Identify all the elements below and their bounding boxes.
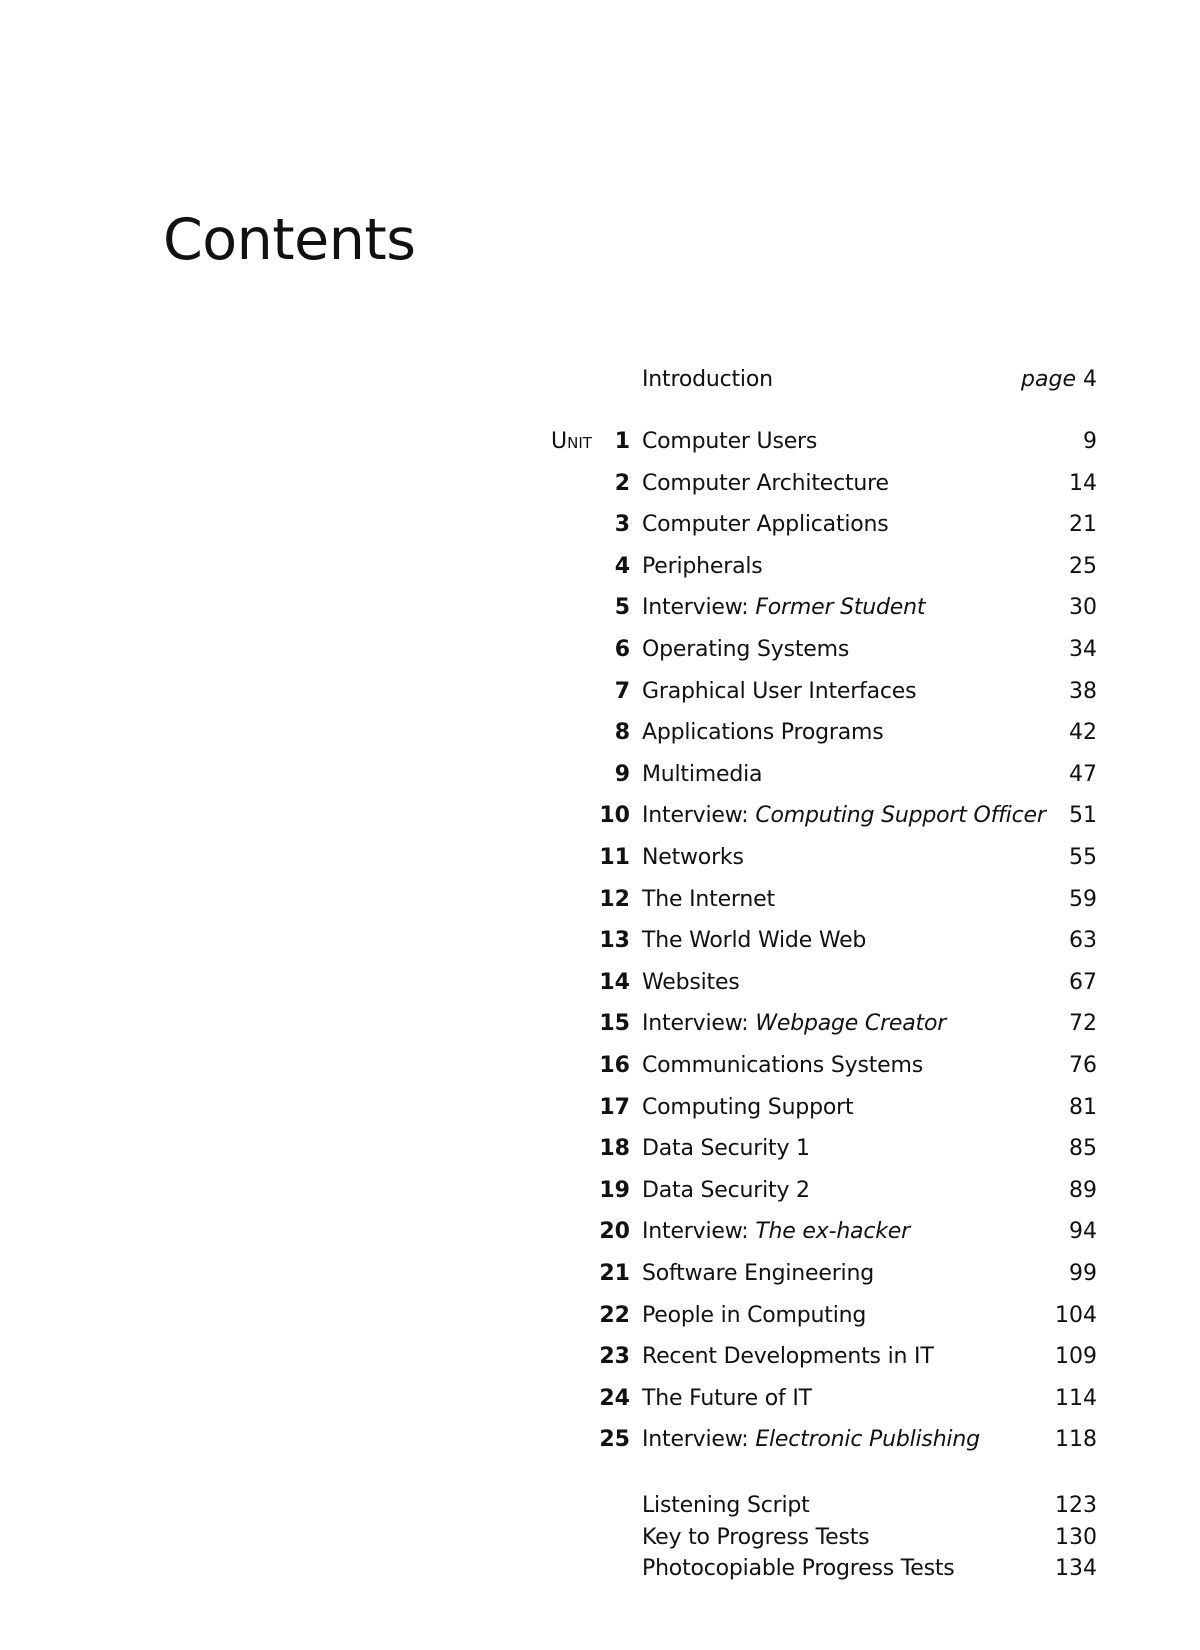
toc-unit-row bbox=[0, 588, 1200, 628]
unit-title-text: The Future of IT bbox=[642, 1385, 812, 1411]
unit-page-number: 30 bbox=[1069, 595, 1097, 621]
toc-unit-row bbox=[0, 464, 1200, 504]
unit-number: 14 bbox=[599, 969, 630, 995]
unit-title-text: Interview: bbox=[642, 1219, 756, 1245]
unit-number: 3 bbox=[614, 512, 630, 538]
unit-title bbox=[642, 1296, 866, 1336]
unit-page-number: 109 bbox=[1055, 1344, 1097, 1370]
toc-unit-row bbox=[0, 921, 1200, 961]
unit-title bbox=[642, 1379, 812, 1419]
unit-title bbox=[642, 963, 740, 1003]
unit-page-number: 85 bbox=[1069, 1136, 1097, 1162]
toc-introduction-page bbox=[1021, 360, 1097, 400]
unit-page-number: 89 bbox=[1069, 1177, 1097, 1203]
unit-title-italic: Webpage Creator bbox=[755, 1011, 947, 1037]
toc-unit-row bbox=[0, 1129, 1200, 1169]
toc-unit-row bbox=[0, 1296, 1200, 1336]
toc-unit-row bbox=[0, 1254, 1200, 1294]
unit-title-text: Interview: bbox=[642, 1011, 756, 1037]
unit-title-text: People in Computing bbox=[642, 1302, 867, 1328]
unit-title bbox=[642, 796, 1046, 836]
unit-page-number: 34 bbox=[1069, 637, 1097, 662]
toc-unit-row bbox=[0, 713, 1200, 753]
unit-title bbox=[642, 1420, 980, 1460]
unit-title bbox=[642, 505, 889, 545]
unit-title-text: Computing Support bbox=[642, 1094, 854, 1120]
unit-title-text: Computer Architecture bbox=[642, 470, 889, 496]
toc-unit-row bbox=[0, 1337, 1200, 1377]
unit-number: 22 bbox=[599, 1302, 630, 1328]
unit-title bbox=[642, 838, 744, 878]
unit-page-number: 59 bbox=[1069, 886, 1097, 912]
unit-title-text: Networks bbox=[642, 845, 744, 870]
unit-page-number: 9 bbox=[1083, 429, 1097, 454]
unit-title bbox=[642, 921, 866, 961]
unit-title bbox=[642, 1254, 874, 1294]
unit-title-text: Websites bbox=[642, 969, 740, 995]
unit-page-number: 38 bbox=[1069, 678, 1097, 704]
page-number: 4 bbox=[1083, 367, 1097, 392]
toc-back-matter-row bbox=[0, 1522, 1200, 1554]
unit-number: 18 bbox=[599, 1136, 630, 1162]
unit-number: 20 bbox=[599, 1219, 630, 1245]
toc-unit-row bbox=[0, 505, 1200, 545]
unit-page-number: 67 bbox=[1069, 969, 1097, 995]
unit-title bbox=[642, 1004, 946, 1044]
unit-title bbox=[642, 422, 817, 462]
toc-back-matter-row bbox=[0, 1490, 1200, 1522]
toc-unit-row bbox=[0, 880, 1200, 920]
back-matter-page-number: 123 bbox=[1055, 1493, 1097, 1518]
unit-number: 13 bbox=[599, 928, 630, 954]
unit-number: 16 bbox=[599, 1053, 630, 1078]
unit-page-number: 114 bbox=[1055, 1385, 1097, 1411]
toc-unit-row bbox=[0, 1046, 1200, 1086]
toc-unit-row bbox=[0, 1420, 1200, 1460]
unit-title-text: Computer Users bbox=[642, 429, 818, 454]
unit-page-number: 104 bbox=[1055, 1302, 1097, 1328]
toc-unit-row bbox=[0, 755, 1200, 795]
unit-page-number: 42 bbox=[1069, 720, 1097, 746]
unit-title-text: Data Security 2 bbox=[642, 1177, 810, 1203]
unit-title bbox=[642, 755, 762, 795]
unit-title-italic: Former Student bbox=[755, 595, 926, 621]
unit-title-text: Computer Applications bbox=[642, 512, 889, 538]
toc-introduction-row bbox=[0, 360, 1200, 400]
unit-page-number: 14 bbox=[1069, 470, 1097, 496]
unit-title bbox=[642, 1129, 810, 1169]
unit-label: Unit bbox=[551, 429, 592, 454]
unit-title bbox=[642, 588, 925, 628]
unit-title-text: The Internet bbox=[642, 886, 775, 912]
unit-number: 6 bbox=[614, 637, 630, 662]
unit-page-number: 63 bbox=[1069, 928, 1097, 954]
unit-page-number: 55 bbox=[1069, 845, 1097, 870]
unit-page-number: 76 bbox=[1069, 1053, 1097, 1078]
unit-number: 8 bbox=[614, 720, 630, 746]
unit-title-text: Recent Developments in IT bbox=[642, 1344, 934, 1370]
unit-title-text: Interview: bbox=[642, 803, 756, 829]
unit-title bbox=[642, 1337, 934, 1377]
unit-title-italic: The ex-hacker bbox=[755, 1219, 910, 1245]
unit-number: 11 bbox=[599, 845, 630, 870]
unit-page-number: 72 bbox=[1069, 1011, 1097, 1037]
unit-title bbox=[642, 547, 763, 587]
unit-number: 4 bbox=[614, 553, 630, 579]
unit-title-text: Peripherals bbox=[642, 553, 763, 579]
unit-page-number: 81 bbox=[1069, 1094, 1097, 1120]
toc-unit-row bbox=[0, 630, 1200, 670]
unit-number: 25 bbox=[599, 1427, 630, 1453]
unit-number: 17 bbox=[599, 1094, 630, 1120]
unit-page-number: 118 bbox=[1055, 1427, 1097, 1453]
unit-title-text: The World Wide Web bbox=[642, 928, 867, 954]
back-matter-page-number: 130 bbox=[1055, 1524, 1097, 1550]
unit-title-text: Operating Systems bbox=[642, 637, 850, 662]
toc-unit-row bbox=[0, 838, 1200, 878]
unit-title bbox=[642, 1046, 923, 1086]
back-matter-title: Key to Progress Tests bbox=[642, 1524, 870, 1550]
toc-unit-row bbox=[0, 1088, 1200, 1128]
toc-unit-row bbox=[0, 1212, 1200, 1252]
toc-unit-row bbox=[0, 1004, 1200, 1044]
toc-unit-row bbox=[0, 796, 1200, 836]
toc-back-matter-row bbox=[0, 1553, 1200, 1585]
unit-title-text: Multimedia bbox=[642, 761, 763, 787]
back-matter-page-number: 134 bbox=[1055, 1556, 1097, 1581]
unit-title-text: Communications Systems bbox=[642, 1053, 923, 1078]
unit-title bbox=[642, 1171, 810, 1211]
unit-page-number: 25 bbox=[1069, 553, 1097, 579]
unit-page-number: 94 bbox=[1069, 1219, 1097, 1245]
unit-title-text: Interview: bbox=[642, 1427, 756, 1453]
unit-number: 7 bbox=[614, 678, 630, 704]
back-matter-title: Photocopiable Progress Tests bbox=[642, 1556, 955, 1581]
unit-page-number: 21 bbox=[1069, 512, 1097, 538]
unit-title-text: Data Security 1 bbox=[642, 1136, 810, 1162]
unit-number: 15 bbox=[599, 1011, 630, 1037]
unit-title bbox=[642, 1212, 910, 1252]
unit-title-text: Graphical User Interfaces bbox=[642, 678, 917, 704]
unit-title-italic: Computing Support Officer bbox=[755, 803, 1046, 829]
unit-page-number: 51 bbox=[1069, 803, 1097, 829]
unit-number: 12 bbox=[599, 886, 630, 912]
unit-title-italic: Electronic Publishing bbox=[755, 1427, 980, 1453]
toc-unit-row bbox=[0, 1171, 1200, 1211]
toc-introduction-title: Introduction bbox=[642, 367, 773, 392]
toc-unit-row bbox=[0, 963, 1200, 1003]
unit-number: 23 bbox=[599, 1344, 630, 1370]
toc-unit-row bbox=[0, 672, 1200, 712]
unit-number: 2 bbox=[614, 470, 630, 496]
toc-unit-row bbox=[0, 422, 1200, 462]
unit-title bbox=[642, 713, 883, 753]
unit-number: 10 bbox=[599, 803, 630, 829]
unit-title-text: Interview: bbox=[642, 595, 756, 621]
unit-page-number: 99 bbox=[1069, 1261, 1097, 1286]
unit-number: 9 bbox=[614, 761, 630, 787]
unit-title bbox=[642, 1088, 853, 1128]
unit-page-number: 47 bbox=[1069, 761, 1097, 787]
unit-title bbox=[642, 630, 849, 670]
unit-number: 24 bbox=[599, 1385, 630, 1411]
page-title: Contents bbox=[163, 207, 416, 273]
toc-unit-row bbox=[0, 547, 1200, 587]
unit-title bbox=[642, 464, 889, 504]
unit-number: 5 bbox=[614, 595, 630, 621]
unit-title bbox=[642, 672, 916, 712]
unit-number: 21 bbox=[599, 1261, 630, 1286]
toc-unit-row bbox=[0, 1379, 1200, 1419]
unit-title-text: Software Engineering bbox=[642, 1261, 874, 1286]
page-prefix: page bbox=[1021, 367, 1076, 392]
unit-title-text: Applications Programs bbox=[642, 720, 884, 746]
back-matter-title: Listening Script bbox=[642, 1493, 810, 1518]
unit-title bbox=[642, 880, 775, 920]
unit-number: 19 bbox=[599, 1177, 630, 1203]
unit-number: 1 bbox=[614, 429, 630, 454]
